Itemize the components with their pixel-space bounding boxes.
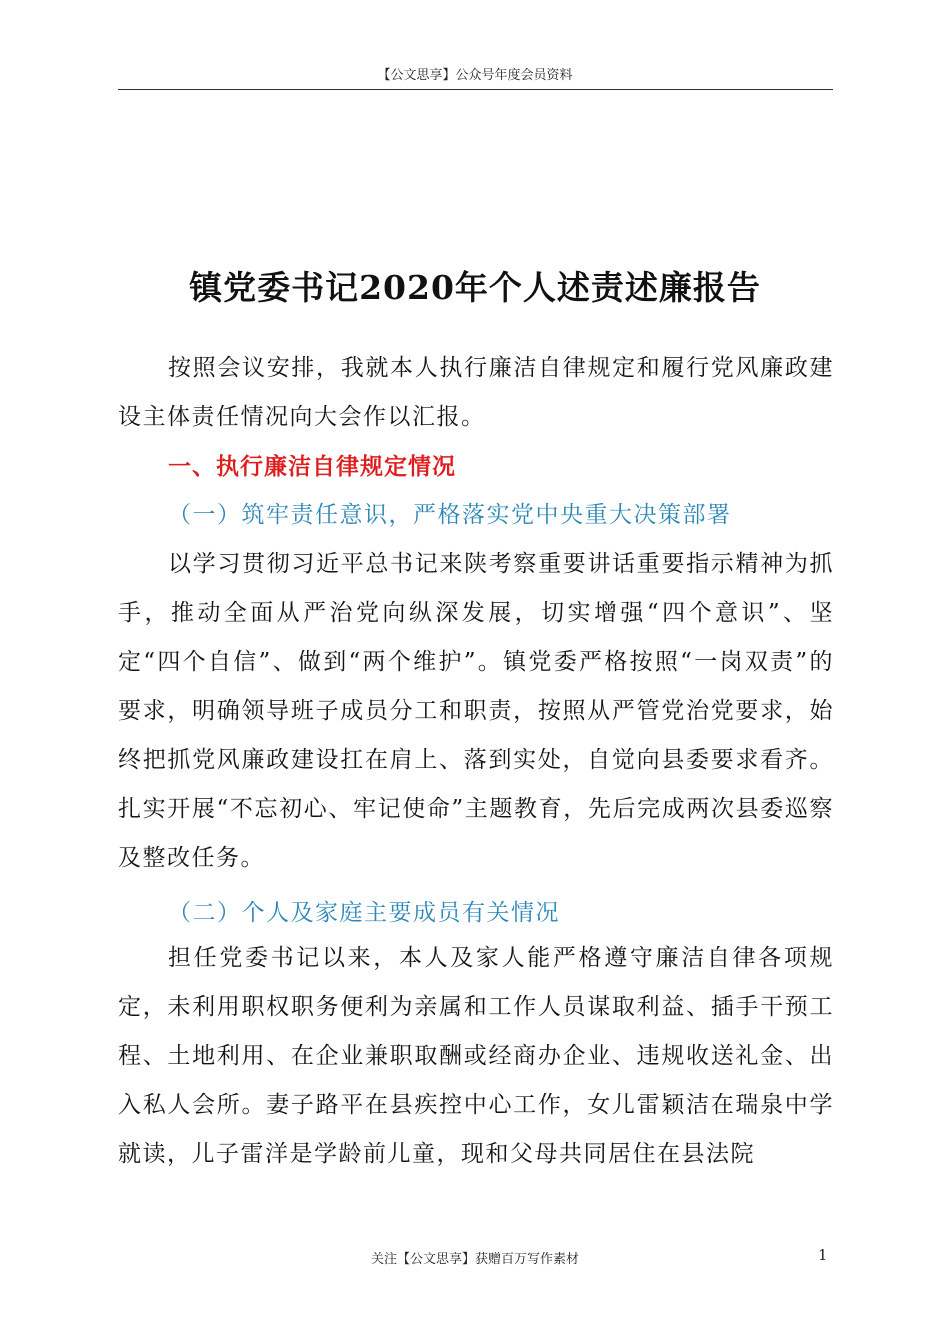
page-footer: 关注【公文思享】获赠百万写作素材 — [370, 1252, 579, 1267]
intro-paragraph: 按照会议安排，我就本人执行廉洁自律规定和履行党风廉政建设主体责任情况向大会作以汇报。 — [118, 355, 834, 430]
document-title: 镇党委书记2020年个人述责述廉报告 — [189, 268, 761, 307]
subsection-paragraph-2: 担任党委书记以来，本人及家人能严格遵守廉洁自律各项规定，未利用职权职务便利为亲属和工作人员谋取利益、插手干预工程、土地利用、在企业兼职取酬或经商办企业、违规收送礼金、出入私人会所。妻子路平在县疾控中心工作，女儿雷颖洁在瑞泉中学就读，儿子雷洋是学龄前儿童，现和父母共同居住在县法院 — [118, 945, 834, 1167]
header-divider — [118, 89, 833, 90]
page-header: 【公文思享】公众号年度会员资料 — [377, 68, 573, 83]
subsection-paragraph-1: 以学习贯彻习近平总书记来陕考察重要讲话重要指示精神为抓手，推动全面从严治党向纵深发展，切实增强“四个意识”、坚定“四个自信”、做到“两个维护”。镇党委严格按照“一岗双责”的要求，明确领导班子成员分工和职责，按照从严管党治党要求，始终把抓党风廉政建设扛在肩上、落到实处，自觉向县委要求看齐。扎实开展“不忘初心、牢记使命”主题教育，先后完成两次县委巡察及整改任务。 — [118, 551, 834, 871]
subsection-heading-1: （一）筑牢责任意识，严格落实党中央重大决策部署 — [168, 502, 732, 528]
section-heading-1: 一、执行廉洁自律规定情况 — [168, 454, 456, 480]
page-number: 1 — [818, 1246, 828, 1264]
subsection-heading-2: （二）个人及家庭主要成员有关情况 — [168, 900, 560, 926]
